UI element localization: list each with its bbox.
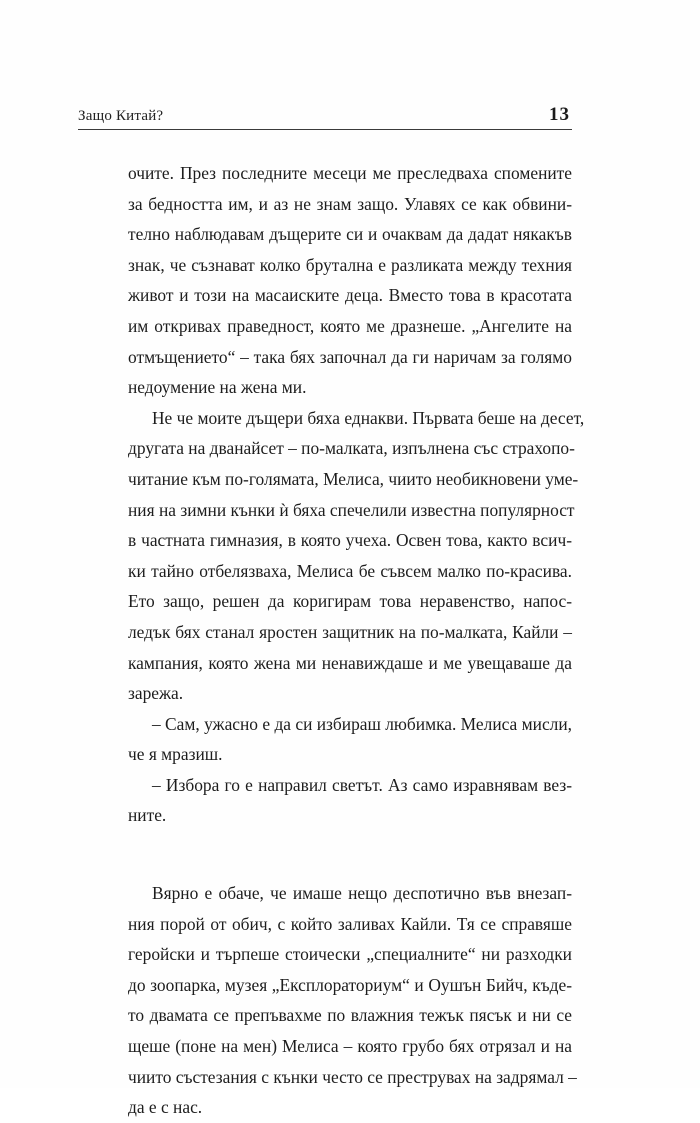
text-line: очите. През последните месеци ме преследваха спомените: [128, 163, 572, 183]
text-line: за бедността им, и аз не знам защо. Улавях се как обвини-: [128, 193, 572, 214]
text-line: в частната гимназия, в която учеха. Освен това, както всич-: [128, 530, 572, 551]
text-line: чиито състезания с кънки често се преструвах на задрямал –: [128, 1066, 577, 1087]
text-line: то двамата се препъвахме по влажния тежък пясък и ни се: [128, 1005, 572, 1026]
text-line: щеше (поне на мен) Мелиса – която грубо бях отрязал и на: [128, 1036, 572, 1057]
text-line: зарежа.: [128, 683, 184, 704]
text-line: до зоопарка, музея „Експлораториум“ и Оушън Бийч, къде-: [128, 974, 572, 995]
text-line: им откривах праведност, която ме дразнеше. „Ангелите на: [128, 315, 572, 336]
page-number: 13: [549, 104, 570, 125]
text-line: ните.: [128, 805, 167, 826]
running-header: [78, 98, 572, 128]
text-line: – Избора го е направил светът. Аз само изравнявам вез-: [152, 774, 572, 795]
text-line: читание към по-голямата, Мелиса, чиито необикновени уме-: [128, 468, 579, 489]
chapter-title: Защо Китай?: [78, 108, 164, 124]
header-rule: [78, 129, 572, 130]
text-line: отмъщението“ – така бях започнал да ги наричам за голямо: [128, 346, 572, 367]
text-line: да е с нас.: [128, 1097, 203, 1118]
text-line: живот и този на масаиските деца. Вместо това в красотата: [128, 285, 572, 306]
text-line: кампания, която жена ми ненавиждаше и ме увещаваше да: [128, 652, 572, 673]
text-line: – Сам, ужасно е да си избираш любимка. Мелиса мисли,: [152, 713, 572, 734]
text-line: ния на зимни кънки ѝ бяха спечелили известна популярност: [128, 499, 575, 520]
text-line: ледък бях станал яростен защитник на по-малката, Кайли –: [128, 621, 572, 642]
text-line: другата на дванайсет – по-малката, изпълнена със страхопо-: [128, 438, 575, 459]
text-line: ния порой от обич, с който заливах Кайли. Тя се справяше: [128, 913, 572, 934]
text-line: че я мразиш.: [128, 744, 223, 765]
text-line: недоумение на жена ми.: [128, 377, 307, 398]
text-line: Вярно е обаче, че имаше нещо деспотично във внезап-: [152, 883, 572, 904]
section-break: [128, 831, 572, 878]
text-line: телно наблюдавам дъщерите си и очаквам да дадат някакъв: [128, 224, 572, 245]
body-text: [128, 158, 585, 1123]
text-line: знак, че съзнават колко брутална е разликата между техния: [128, 254, 572, 275]
text-line: ки тайно отбелязваха, Мелиса бе съвсем малко по-красива.: [128, 560, 572, 581]
text-line: геройски и търпеше стоически „специалните“ ни разходки: [128, 944, 572, 965]
text-line: Не че моите дъщери бяха еднакви. Първата беше на десет,: [152, 407, 585, 428]
text-line: Ето защо, решен да коригирам това неравенство, напос-: [128, 591, 572, 612]
